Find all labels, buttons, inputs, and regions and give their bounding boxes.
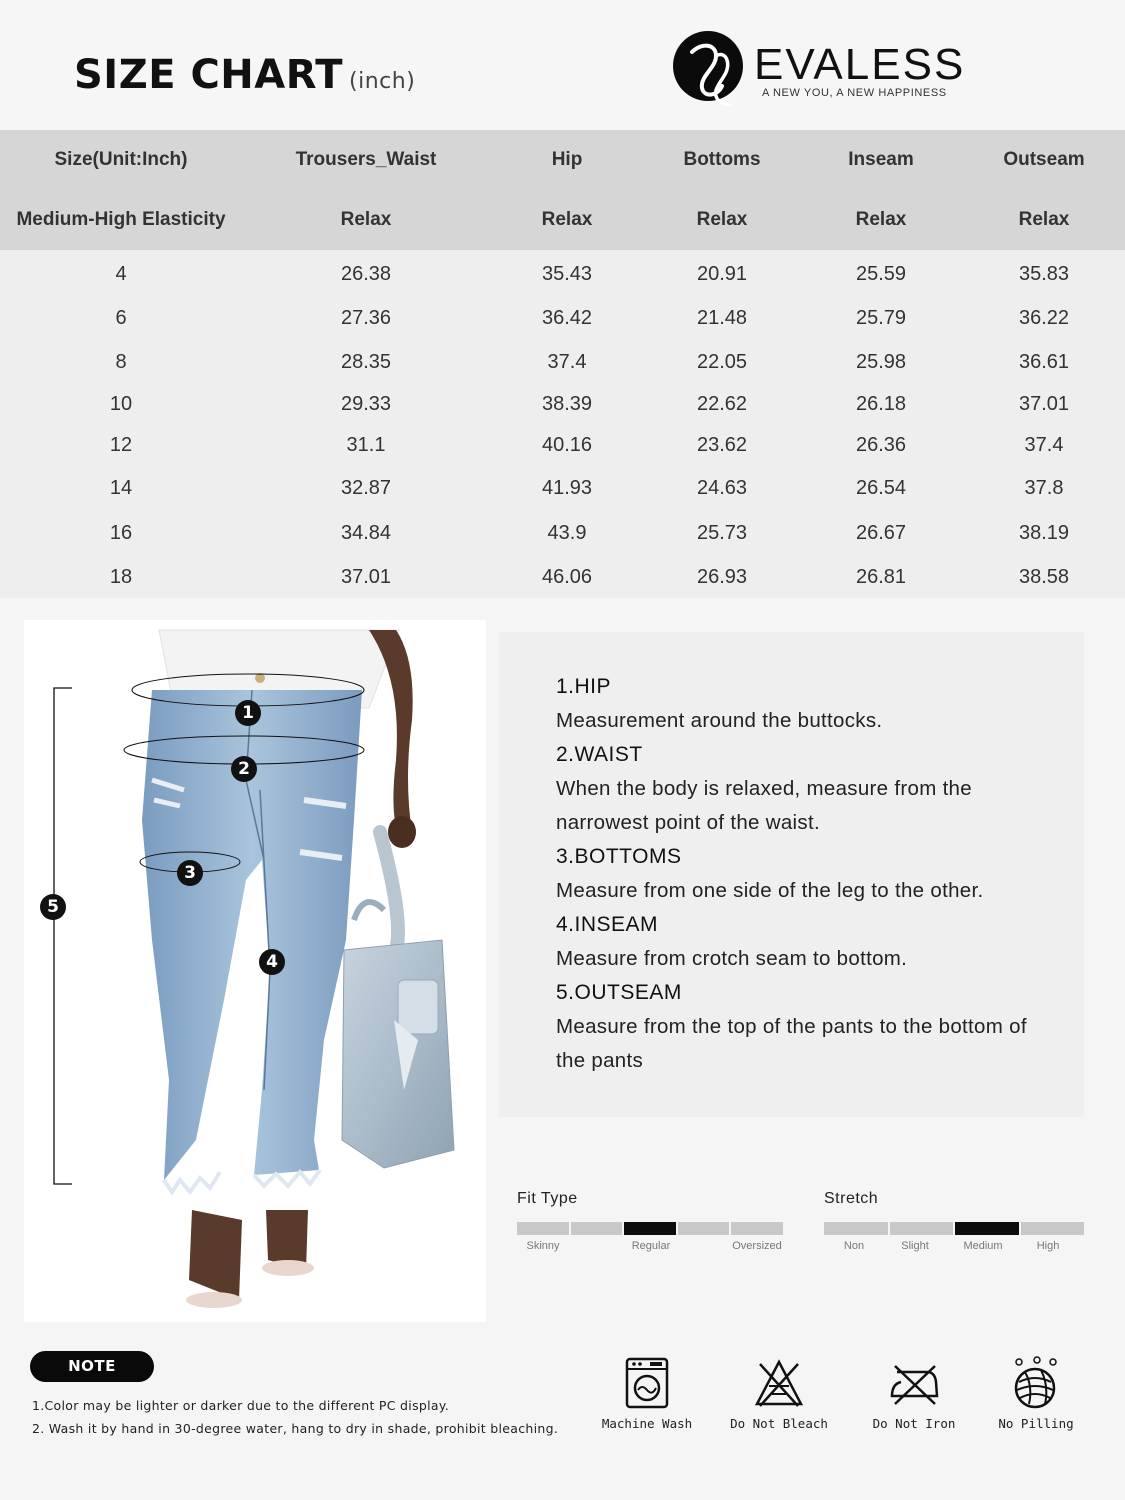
fit-type-bar (517, 1222, 783, 1235)
model-jeans-photo (24, 620, 486, 1322)
measurement-title: 4.INSEAM (556, 913, 659, 936)
table-cell: 27.36 (340, 307, 392, 329)
table-cell: 22.05 (696, 351, 748, 373)
marker-3-icon: 3 (177, 860, 203, 886)
table-cell: 14 (109, 477, 133, 499)
do-not-iron-icon (889, 1356, 939, 1410)
header (0, 0, 1125, 130)
table-cell: 23.62 (696, 434, 748, 456)
table-cell: 31.1 (346, 434, 386, 456)
measurement-list (556, 670, 1056, 1078)
table-row (0, 513, 1125, 553)
care-do-not-iron (854, 1356, 974, 1431)
stretch-bar (824, 1222, 1084, 1235)
column-subheader: Relax (1018, 209, 1070, 230)
table-cell: 26.93 (696, 566, 748, 588)
no-pilling-icon (1011, 1356, 1061, 1410)
table-cell: 21.48 (696, 307, 748, 329)
page-title: SIZE CHART (inch) (74, 52, 416, 98)
table-cell: 26.54 (855, 477, 907, 499)
table-cell: 32.87 (340, 477, 392, 499)
scale-segment (1021, 1222, 1085, 1235)
column-subheader: Relax (696, 209, 748, 230)
column-subheader: Relax (855, 209, 907, 230)
measurement-title: 5.OUTSEAM (556, 981, 682, 1004)
table-cell: 26.81 (855, 566, 907, 588)
table-cell: 26.36 (855, 434, 907, 456)
scale-segment-active (955, 1222, 1019, 1235)
marker-1-icon: 1 (235, 700, 261, 726)
note-badge: NOTE (30, 1351, 154, 1382)
table-cell: 16 (109, 522, 133, 544)
scale-segment-active (624, 1222, 676, 1235)
table-cell: 40.16 (541, 434, 593, 456)
table-row (0, 468, 1125, 508)
table-cell: 25.73 (696, 522, 748, 544)
table-cell: 43.9 (547, 522, 587, 544)
table-cell: 22.62 (696, 393, 748, 415)
table-cell: 25.59 (855, 263, 907, 285)
table-row (0, 298, 1125, 338)
column-header: Bottoms (683, 149, 761, 170)
table-cell: 36.22 (1018, 307, 1070, 329)
table-cell: 41.93 (541, 477, 593, 499)
brand-mark-icon (672, 30, 748, 106)
header-row-elasticity (0, 200, 1125, 240)
measurement-description: When the body is relaxed, measure from the narrowest point of the waist. (556, 777, 972, 834)
table-row (0, 342, 1125, 382)
column-header: Size(Unit:Inch) (54, 149, 188, 170)
fit-type-title: Fit Type (517, 1190, 578, 1207)
measurement-description: Measure from crotch seam to bottom. (556, 947, 908, 970)
scale-label: Medium (963, 1240, 1003, 1252)
scale-segment (731, 1222, 783, 1235)
table-cell: 24.63 (696, 477, 748, 499)
stretch-scale (824, 1190, 1086, 1252)
table-cell: 36.42 (541, 307, 593, 329)
size-table-header (0, 130, 1125, 250)
table-cell: 4 (115, 263, 127, 285)
brand-slogan: A NEW YOU, A NEW HAPPINESS (762, 87, 947, 99)
measurement-description: Measurement around the buttocks. (556, 709, 883, 732)
marker-4-icon: 4 (259, 949, 285, 975)
note-line-1: 1.Color may be lighter or darker due to the different PC display. (32, 1398, 450, 1413)
scale-label: High (1036, 1240, 1060, 1252)
table-cell: 35.83 (1018, 263, 1070, 285)
table-cell: 26.38 (340, 263, 392, 285)
measurement-title: 2.WAIST (556, 743, 643, 766)
column-subheader: Relax (340, 209, 392, 230)
table-cell: 26.18 (855, 393, 907, 415)
measurement-guide (499, 632, 1084, 1117)
measurement-title: 3.BOTTOMS (556, 845, 682, 868)
table-cell: 34.84 (340, 522, 392, 544)
brand-logo (672, 30, 966, 110)
note-line-2: 2. Wash it by hand in 30-degree water, hang to dry in shade, prohibit bleaching. (32, 1421, 559, 1436)
column-subheader: Relax (541, 209, 593, 230)
table-cell: 37.01 (1018, 393, 1070, 415)
fit-type-scale (517, 1190, 785, 1252)
model-photo-area (24, 620, 486, 1322)
size-table-body (0, 250, 1125, 598)
table-cell: 28.35 (340, 351, 392, 373)
care-machine-wash (587, 1356, 707, 1431)
scale-segment (517, 1222, 569, 1235)
table-cell: 25.98 (855, 351, 907, 373)
marker-5-icon: 5 (40, 894, 66, 920)
measurement-description: Measure from the top of the pants to the bottom of the pants (556, 1015, 1027, 1072)
column-header: Outseam (1003, 149, 1085, 170)
table-row (0, 425, 1125, 465)
measurement-description: Measure from one side of the leg to the other. (556, 879, 984, 902)
table-row (0, 384, 1125, 424)
table-cell: 37.01 (340, 566, 392, 588)
care-label-no-pilling: No Pilling (998, 1416, 1074, 1431)
table-cell: 36.61 (1018, 351, 1070, 373)
scale-segment (571, 1222, 623, 1235)
column-header: Hip (551, 149, 583, 170)
table-cell: 26.67 (855, 522, 907, 544)
table-cell: 37.4 (547, 351, 587, 373)
table-cell: 37.8 (1024, 477, 1064, 499)
header-row-names (0, 140, 1125, 180)
table-cell: 38.39 (541, 393, 593, 415)
brand-name: EVALESS (754, 40, 966, 89)
scale-label: Skinny (526, 1240, 560, 1252)
table-cell: 46.06 (541, 566, 593, 588)
table-cell: 37.4 (1024, 434, 1064, 456)
table-cell: 38.58 (1018, 566, 1070, 588)
table-cell: 10 (109, 393, 133, 415)
do-not-bleach-icon (754, 1356, 804, 1410)
table-cell: 12 (109, 434, 133, 456)
table-cell: 35.43 (541, 263, 593, 285)
machine-wash-icon (622, 1356, 672, 1410)
measurement-title: 1.HIP (556, 675, 612, 698)
table-cell: 20.91 (696, 263, 748, 285)
table-cell: 29.33 (340, 393, 392, 415)
table-cell: 18 (109, 566, 133, 588)
scale-segment (890, 1222, 954, 1235)
care-do-not-bleach (719, 1356, 839, 1431)
scale-label: Oversized (732, 1240, 782, 1252)
table-cell: 38.19 (1018, 522, 1070, 544)
stretch-title: Stretch (824, 1190, 879, 1207)
table-row (0, 254, 1125, 294)
table-cell: 8 (115, 351, 127, 373)
scale-segment (678, 1222, 730, 1235)
table-cell: 6 (115, 307, 127, 329)
care-label-machine-wash: Machine Wash (601, 1416, 693, 1431)
marker-2-icon: 2 (231, 756, 257, 782)
care-label-do-not-bleach: Do Not Bleach (730, 1416, 828, 1431)
care-no-pilling (976, 1356, 1096, 1431)
scale-label: Slight (901, 1240, 929, 1252)
care-label-do-not-iron: Do Not Iron (872, 1416, 956, 1431)
scale-segment (824, 1222, 888, 1235)
table-row (0, 557, 1125, 597)
column-header: Trousers_Waist (295, 149, 437, 170)
scale-label: Regular (631, 1240, 671, 1252)
table-cell: 25.79 (855, 307, 907, 329)
scale-label: Non (843, 1240, 865, 1252)
title-unit: (inch) (349, 69, 416, 94)
column-subheader: Medium-High Elasticity (16, 209, 226, 230)
column-header: Inseam (848, 149, 914, 170)
